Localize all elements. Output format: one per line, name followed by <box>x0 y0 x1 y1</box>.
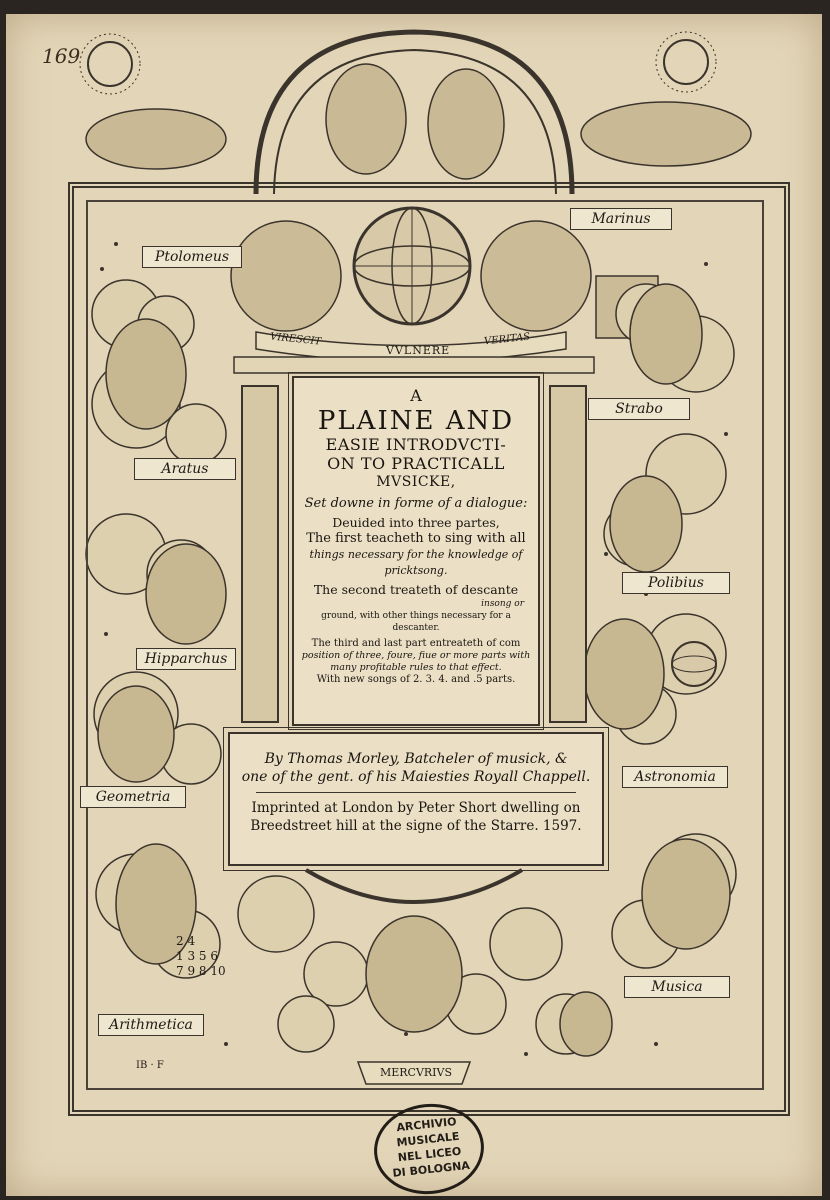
label-strabo: Strabo <box>588 398 690 420</box>
title-line-3: ON TO PRACTICALL <box>327 454 505 473</box>
imprint-line-2: Breedstreet hill at the signe of the Starre. 1597. <box>250 818 582 834</box>
imprint-line-1: Imprinted at London by Peter Short dwelling on <box>251 800 581 816</box>
title-line-10: The second treateth of descante <box>313 582 519 597</box>
sun-icon-right <box>656 32 716 92</box>
imprint-panel <box>228 732 604 866</box>
motto-center: VVLNERE <box>386 344 451 357</box>
title-a: A <box>410 386 422 405</box>
title-line-2: EASIE INTRODVCTI- <box>325 435 507 454</box>
title-line-15: With new songs of 2. 3. 4. and .5 parts. <box>316 674 516 685</box>
title-line-12: The third and last part entreateth of com <box>311 638 521 649</box>
imprint-divider <box>256 792 576 793</box>
label-hipparchus: Hipparchus <box>136 648 236 670</box>
label-marinus: Marinus <box>570 208 672 230</box>
title-line-1: PLAINE AND <box>317 406 515 436</box>
title-line-4: MVSICKE, <box>376 474 456 490</box>
motto-left: VIRESCIT <box>269 331 322 348</box>
label-aratus: Aratus <box>134 458 236 480</box>
title-line-8: things necessary for the knowledge of <box>309 548 523 561</box>
title-page <box>6 14 822 1196</box>
label-arithmetica: Arithmetica <box>98 1014 204 1036</box>
artist-monogram: IB · F <box>136 1060 164 1071</box>
title-line-7: The first teacheth to sing with all <box>306 531 526 546</box>
label-musica: Musica <box>624 976 730 998</box>
folio-number: 169 <box>42 44 81 68</box>
sun-icon-left <box>80 34 140 94</box>
title-line-14: many profitable rules to that effect. <box>330 662 502 673</box>
author-line-2: one of the gent. of his Maiesties Royall Chappell. <box>241 769 591 785</box>
label-mercurius: MERCVRIVS <box>379 1066 453 1079</box>
label-ptolomeus: Ptolomeus <box>142 246 242 268</box>
label-polibius: Polibius <box>622 572 730 594</box>
title-line-5: Set downe in forme of a dialogue: <box>304 496 528 511</box>
motto-right: VERITAS <box>483 331 531 348</box>
author-line-1: By Thomas Morley, Batcheler of musick, & <box>264 751 568 767</box>
arithmetic-digits: 2 4 1 3 5 6 7 9 8 10 <box>176 934 226 978</box>
label-astronomia: Astronomia <box>622 766 728 788</box>
title-line-6: Deuided into three partes, <box>332 515 500 530</box>
label-geometria: Geometria <box>80 786 186 808</box>
title-panel <box>292 376 540 726</box>
title-line-13: position of three, foure, fiue or more parts with <box>301 650 531 661</box>
library-stamp: ARCHIVIO MUSICALE NEL LICEO DI BOLOGNA <box>370 1098 489 1199</box>
title-line-11b: insong or <box>481 599 524 609</box>
title-line-9: pricktsong. <box>384 564 448 577</box>
title-line-11: ground, with other things necessary for a descanter. <box>321 611 511 633</box>
